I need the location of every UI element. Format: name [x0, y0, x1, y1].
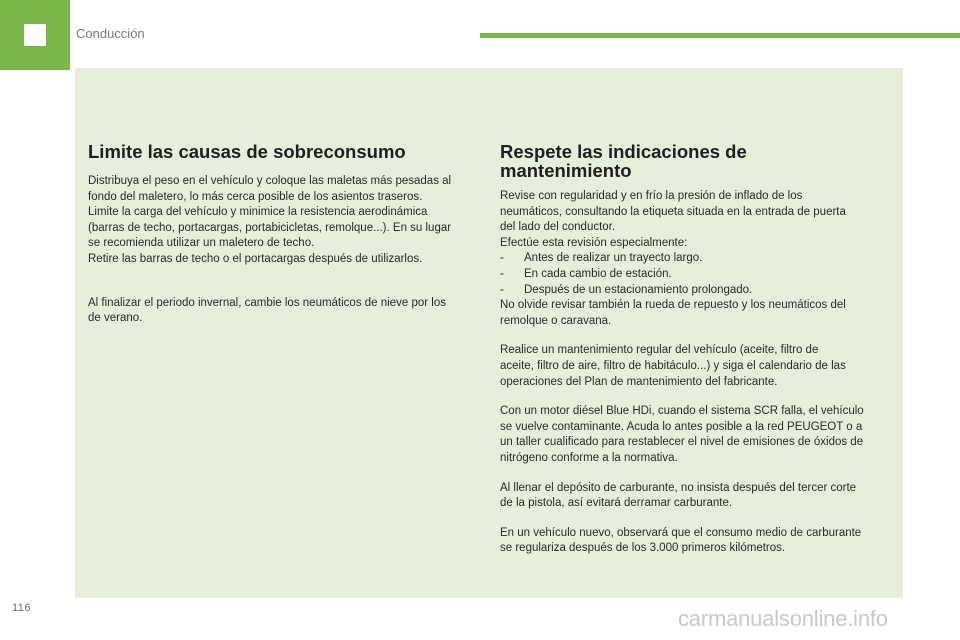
- dash-list-item: [500, 283, 896, 299]
- section-title: Conducción: [76, 26, 145, 41]
- text-line: En un vehículo nuevo, observará que el consumo medio de carburante: [500, 526, 862, 539]
- text-line: de la pistola, así evitará derramar carburante.: [500, 497, 733, 510]
- right-paragraph-4: [500, 481, 896, 512]
- dash-item-text: Antes de realizar un trayecto largo.: [524, 252, 703, 265]
- left-paragraph-2: [88, 296, 486, 327]
- text-line: se regulariza después de los 3.000 primeros kilómetros.: [500, 542, 786, 555]
- text-line: se recomienda utilizar un maletero de techo.: [88, 237, 315, 250]
- text-line: operaciones del Plan de mantenimiento del fabricante.: [500, 375, 778, 388]
- text-line: del lado del conductor.: [500, 221, 616, 234]
- text-line: se vuelve contaminante. Acuda lo antes posible a la red PEUGEOT o a: [500, 420, 863, 433]
- text-line: Retire las barras de techo o el portacargas después de utilizarlos.: [88, 252, 423, 265]
- chapter-tab: [0, 0, 70, 70]
- text-line: Limite la carga del vehículo y minimice la resistencia aerodinámica: [88, 206, 428, 219]
- dash-list-item: [500, 267, 896, 283]
- text-line: de verano.: [88, 312, 143, 325]
- text-line: Distribuya el peso en el vehículo y coloque las maletas más pesadas al: [88, 175, 452, 187]
- header-accent-bar: [480, 33, 960, 38]
- text-line: Efectúe esta revisión especialmente:: [500, 236, 688, 249]
- right-heading: [500, 142, 896, 180]
- text-line: nitrógeno conforme a la normativa.: [500, 451, 678, 464]
- dash-item-text: En cada cambio de estación.: [524, 267, 672, 280]
- right-heading-line: Respete las indicaciones de: [500, 141, 747, 162]
- left-heading: Limite las causas de sobreconsumo: [88, 141, 406, 162]
- watermark: carmanualsonline.info: [678, 606, 888, 631]
- chapter-tab-marker: [24, 24, 46, 46]
- text-line: Realice un mantenimiento regular del vehículo (aceite, filtro de: [500, 344, 819, 357]
- right-paragraph-5: [500, 526, 896, 557]
- text-line: aceite, filtro de aire, filtro de habitáculo...) y siga el calendario de las: [500, 359, 846, 372]
- dash-item-text: Después de un estacionamiento prolongado.: [524, 283, 753, 296]
- dash-list-item: [500, 251, 896, 267]
- dash-bullet: -: [500, 267, 504, 280]
- text-line: Revise con regularidad y en frío la presión de inflado de los: [500, 190, 803, 202]
- text-line: neumáticos, consultando la etiqueta situada en la entrada de puerta: [500, 205, 846, 218]
- right-heading-line: mantenimiento: [500, 160, 632, 181]
- text-line: Con un motor diésel Blue HDi, cuando el sistema SCR falla, el vehículo: [500, 405, 864, 418]
- dash-bullet: -: [500, 283, 504, 296]
- text-line: fondo del maletero, lo más cerca posible de los asientos traseros.: [88, 190, 423, 203]
- right-paragraph-1: [500, 189, 896, 329]
- left-column: [88, 142, 486, 327]
- text-line: (barras de techo, portacargas, portabicicletas, remolque...). En su lugar: [88, 221, 452, 234]
- left-paragraph-1: [88, 174, 486, 268]
- text-line: Al finalizar el periodo invernal, cambie los neumáticos de nieve por los: [88, 296, 446, 309]
- text-line: remolque o caravana.: [500, 314, 612, 327]
- dash-bullet: -: [500, 252, 504, 265]
- text-line: un taller cualificado para restablecer el nivel de emisiones de óxidos de: [500, 436, 864, 449]
- text-line: Al llenar el depósito de carburante, no insista después del tercer corte: [500, 481, 857, 494]
- right-column: [500, 142, 896, 557]
- text-line: No olvide revisar también la rueda de repuesto y los neumáticos del: [500, 299, 846, 312]
- right-paragraph-3: [500, 404, 896, 466]
- page-number: 116: [12, 602, 32, 614]
- right-paragraph-2: [500, 343, 896, 390]
